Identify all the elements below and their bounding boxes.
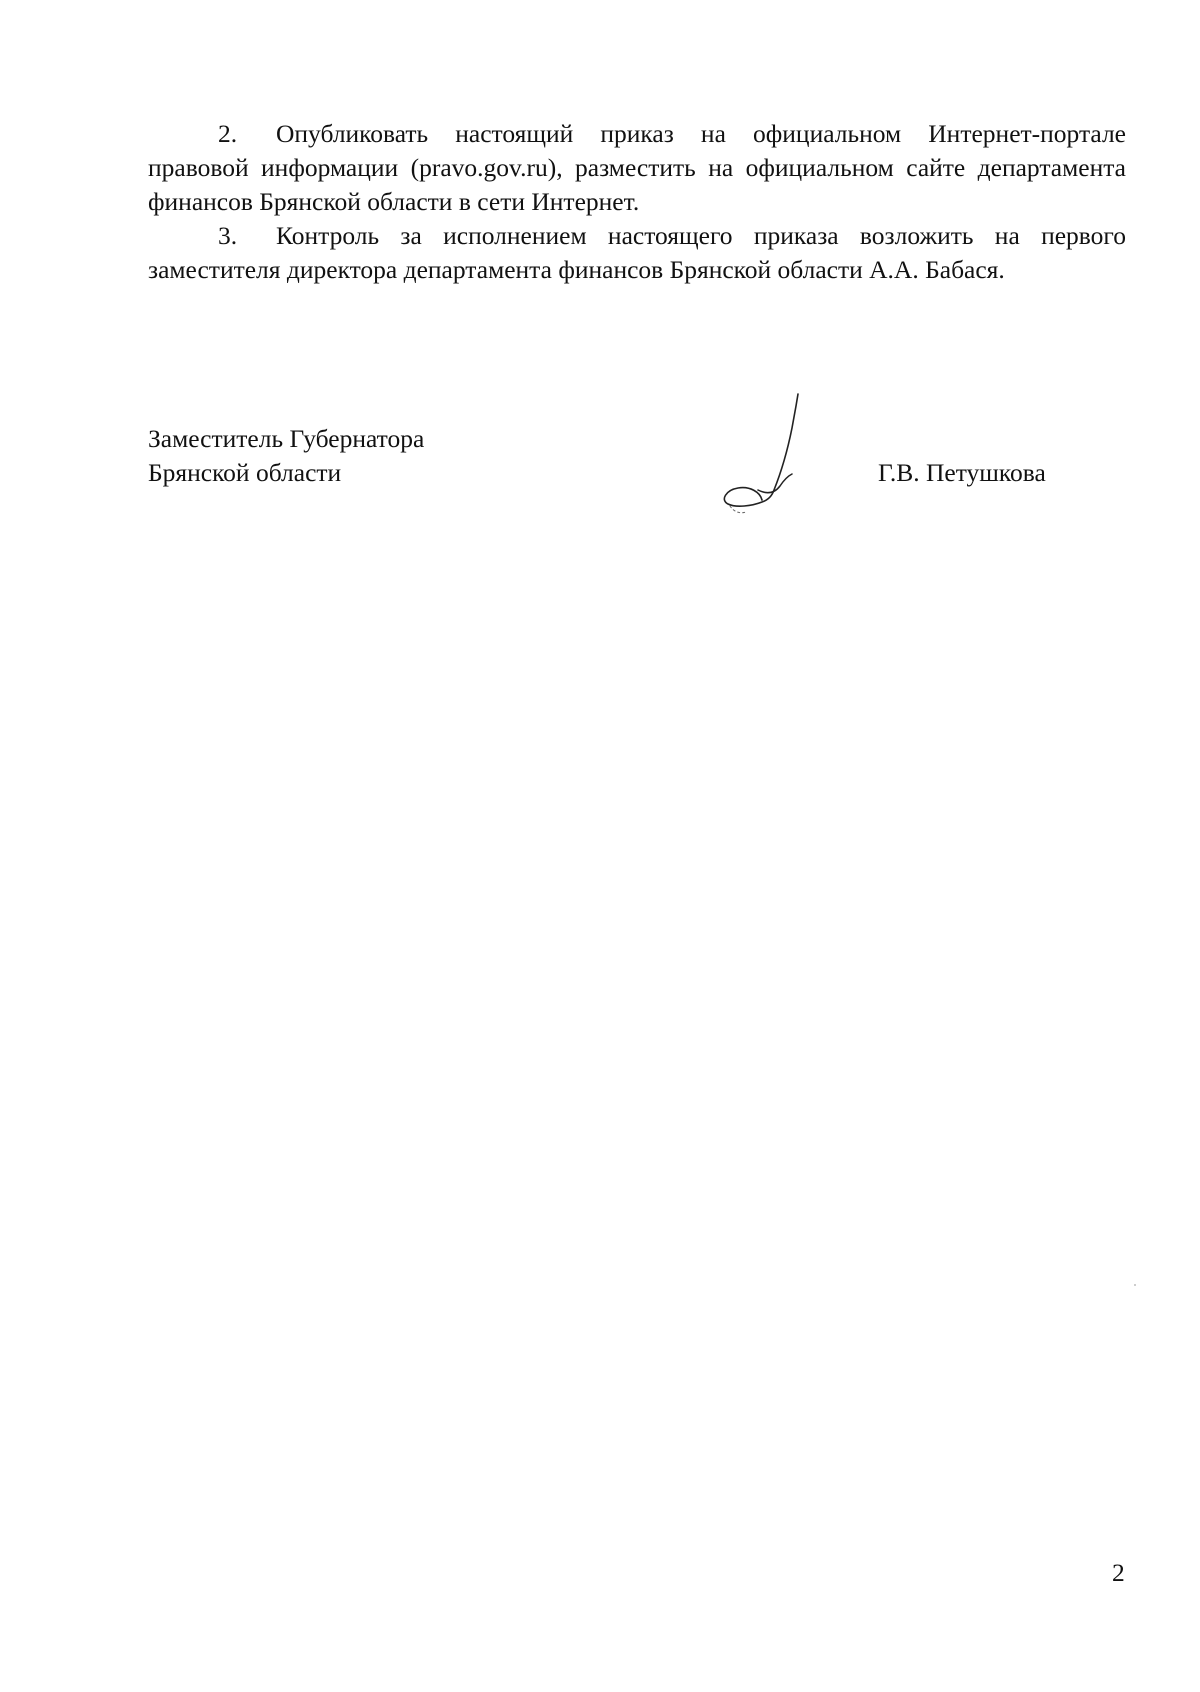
paragraph-number: 3. xyxy=(218,221,238,250)
signatory-position-line2: Брянской области xyxy=(148,458,342,487)
paragraph-number: 2. xyxy=(218,119,238,148)
page-number: 2 xyxy=(1112,1558,1125,1587)
paragraph-text: Опубликовать настоящий приказ на официальном Интернет-портале правовой информации (pravo.gov.ru), разместить на официальном сайте департамента финансов Брянской области в сети Интернет. xyxy=(148,119,1126,216)
signatory-position-line1: Заместитель Губернатора xyxy=(148,424,425,453)
paragraph-text: Контроль за исполнением настоящего приказа возложить на первого заместителя директора департамента финансов Брянской области А.А. Бабася. xyxy=(148,221,1126,284)
document-body xyxy=(148,117,1126,287)
signatory-position xyxy=(148,422,424,490)
paragraph-2 xyxy=(148,117,1126,219)
scan-artifact xyxy=(1134,1284,1136,1286)
signatory-name: Г.В. Петушкова xyxy=(878,458,1046,487)
handwritten-signature xyxy=(712,390,832,520)
paragraph-3 xyxy=(148,219,1126,287)
